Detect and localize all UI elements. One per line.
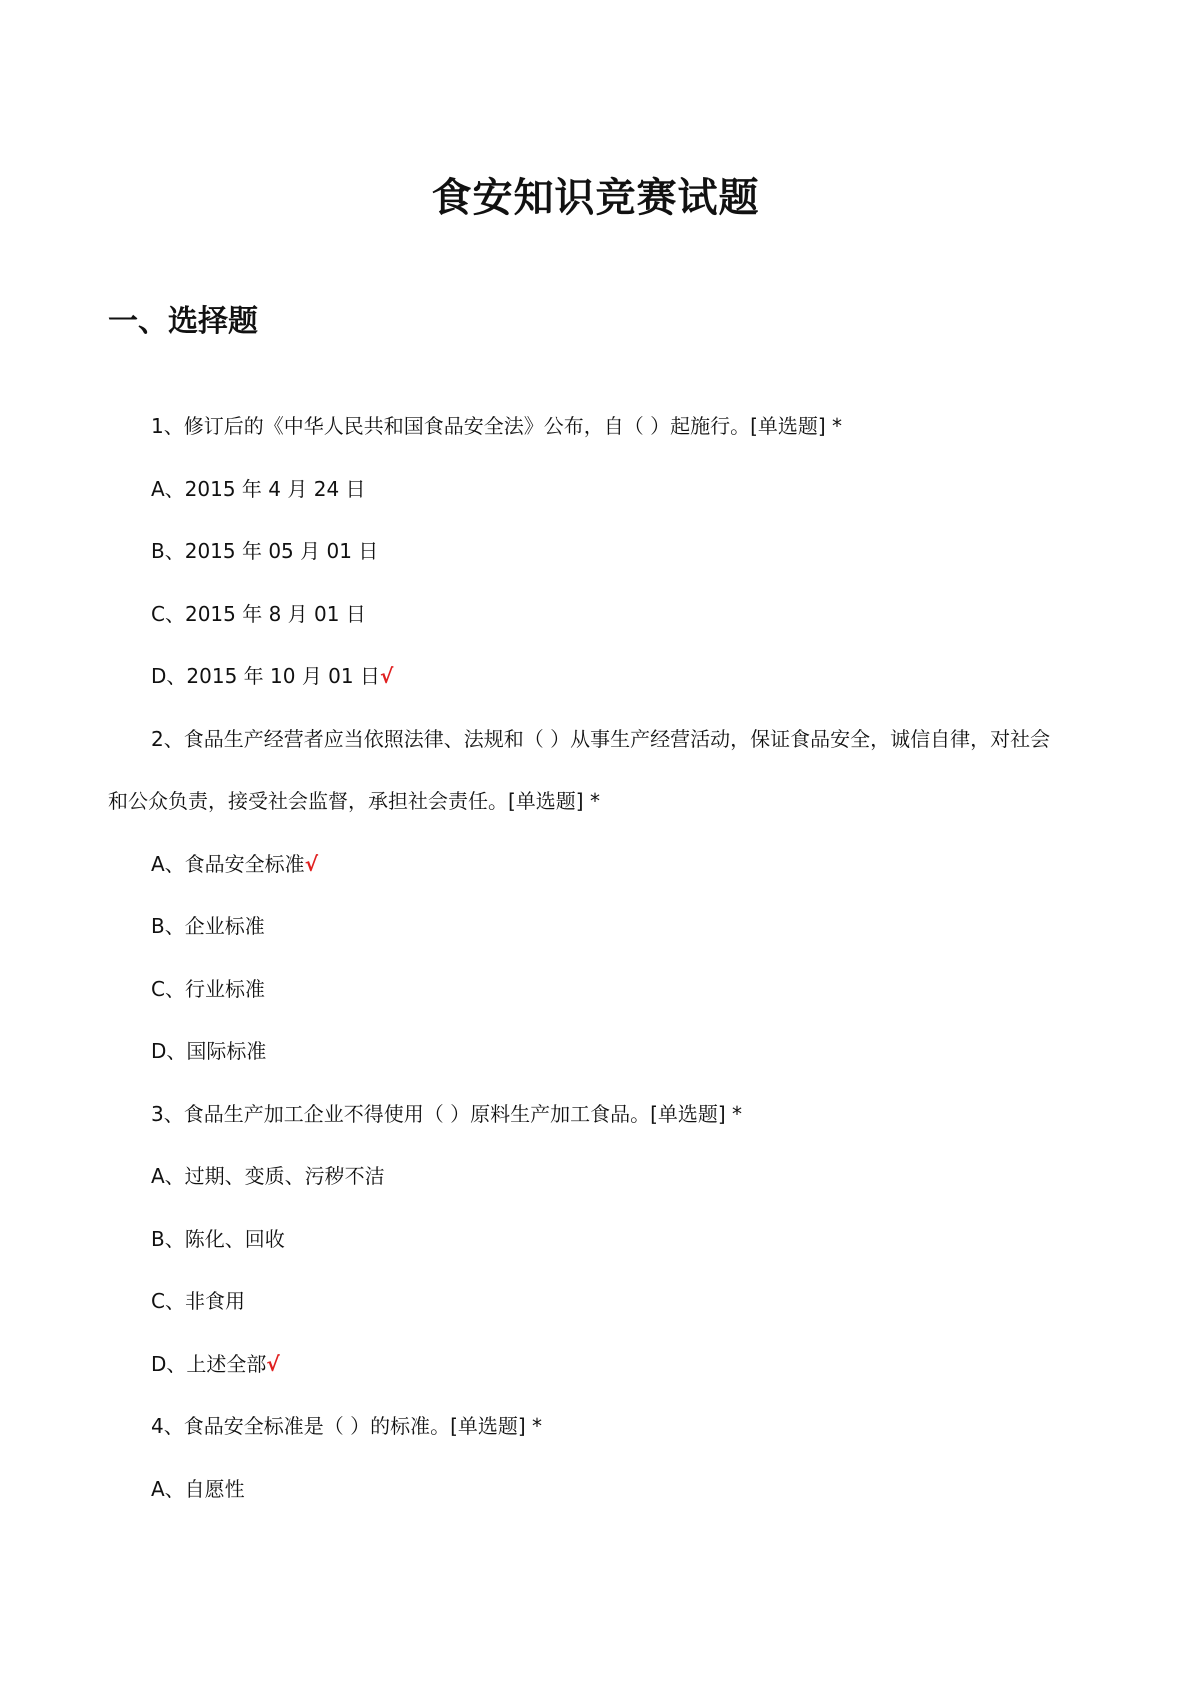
question-2-option-a bbox=[108, 833, 1088, 896]
question-1-option-c: C、2015 年 8 月 01 日 bbox=[151, 601, 366, 626]
question-4-text: 4、食品安全标准是（ ）的标准。[单选题] * bbox=[151, 1414, 543, 1438]
question-3-option-c: C、非食用 bbox=[151, 1289, 245, 1313]
question-3-text: 3、食品生产加工企业不得使用（ ）原料生产加工食品。[单选题] * bbox=[151, 1101, 743, 1126]
correct-answer-check: √ bbox=[266, 1351, 280, 1376]
question-2-option-c: C、行业标准 bbox=[151, 976, 265, 1001]
question-2-text: 2、食品生产经营者应当依照法律、法规和（ ）从事生产经营活动，保证食品安全，诚信自律，对社会 bbox=[151, 726, 1051, 751]
option-label: D、上述全部 bbox=[151, 1351, 267, 1376]
correct-answer-check: √ bbox=[379, 664, 394, 688]
question-2-option-b: B、企业标准 bbox=[151, 914, 265, 938]
correct-answer-check: √ bbox=[304, 851, 319, 876]
question-1-option-d bbox=[108, 645, 1088, 708]
question-3-option-d bbox=[108, 1333, 1088, 1396]
question-3-option-b: B、陈化、回收 bbox=[151, 1226, 285, 1251]
question-list bbox=[108, 395, 1088, 1520]
question-1-text: 1、修订后的《中华人民共和国食品安全法》公布，自（ ）起施行。[单选题] * bbox=[151, 414, 843, 438]
question-3-option-a: A、过期、变质、污秽不洁 bbox=[151, 1164, 385, 1188]
section-heading: 一、选择题 bbox=[108, 304, 258, 339]
question-2-text-continued: 和公众负责，接受社会监督，承担社会责任。[单选题] * bbox=[108, 789, 600, 813]
question-2-option-d: D、国际标准 bbox=[151, 1039, 267, 1063]
option-label: D、2015 年 10 月 01 日 bbox=[151, 664, 380, 688]
document-title: 食安知识竞赛试题 bbox=[431, 175, 760, 221]
question-1-option-b: B、2015 年 05 月 01 日 bbox=[151, 539, 379, 563]
question-1-option-a: A、2015 年 4 月 24 日 bbox=[151, 476, 366, 501]
question-4-option-a: A、自愿性 bbox=[151, 1476, 245, 1501]
option-label: A、食品安全标准 bbox=[151, 851, 305, 876]
